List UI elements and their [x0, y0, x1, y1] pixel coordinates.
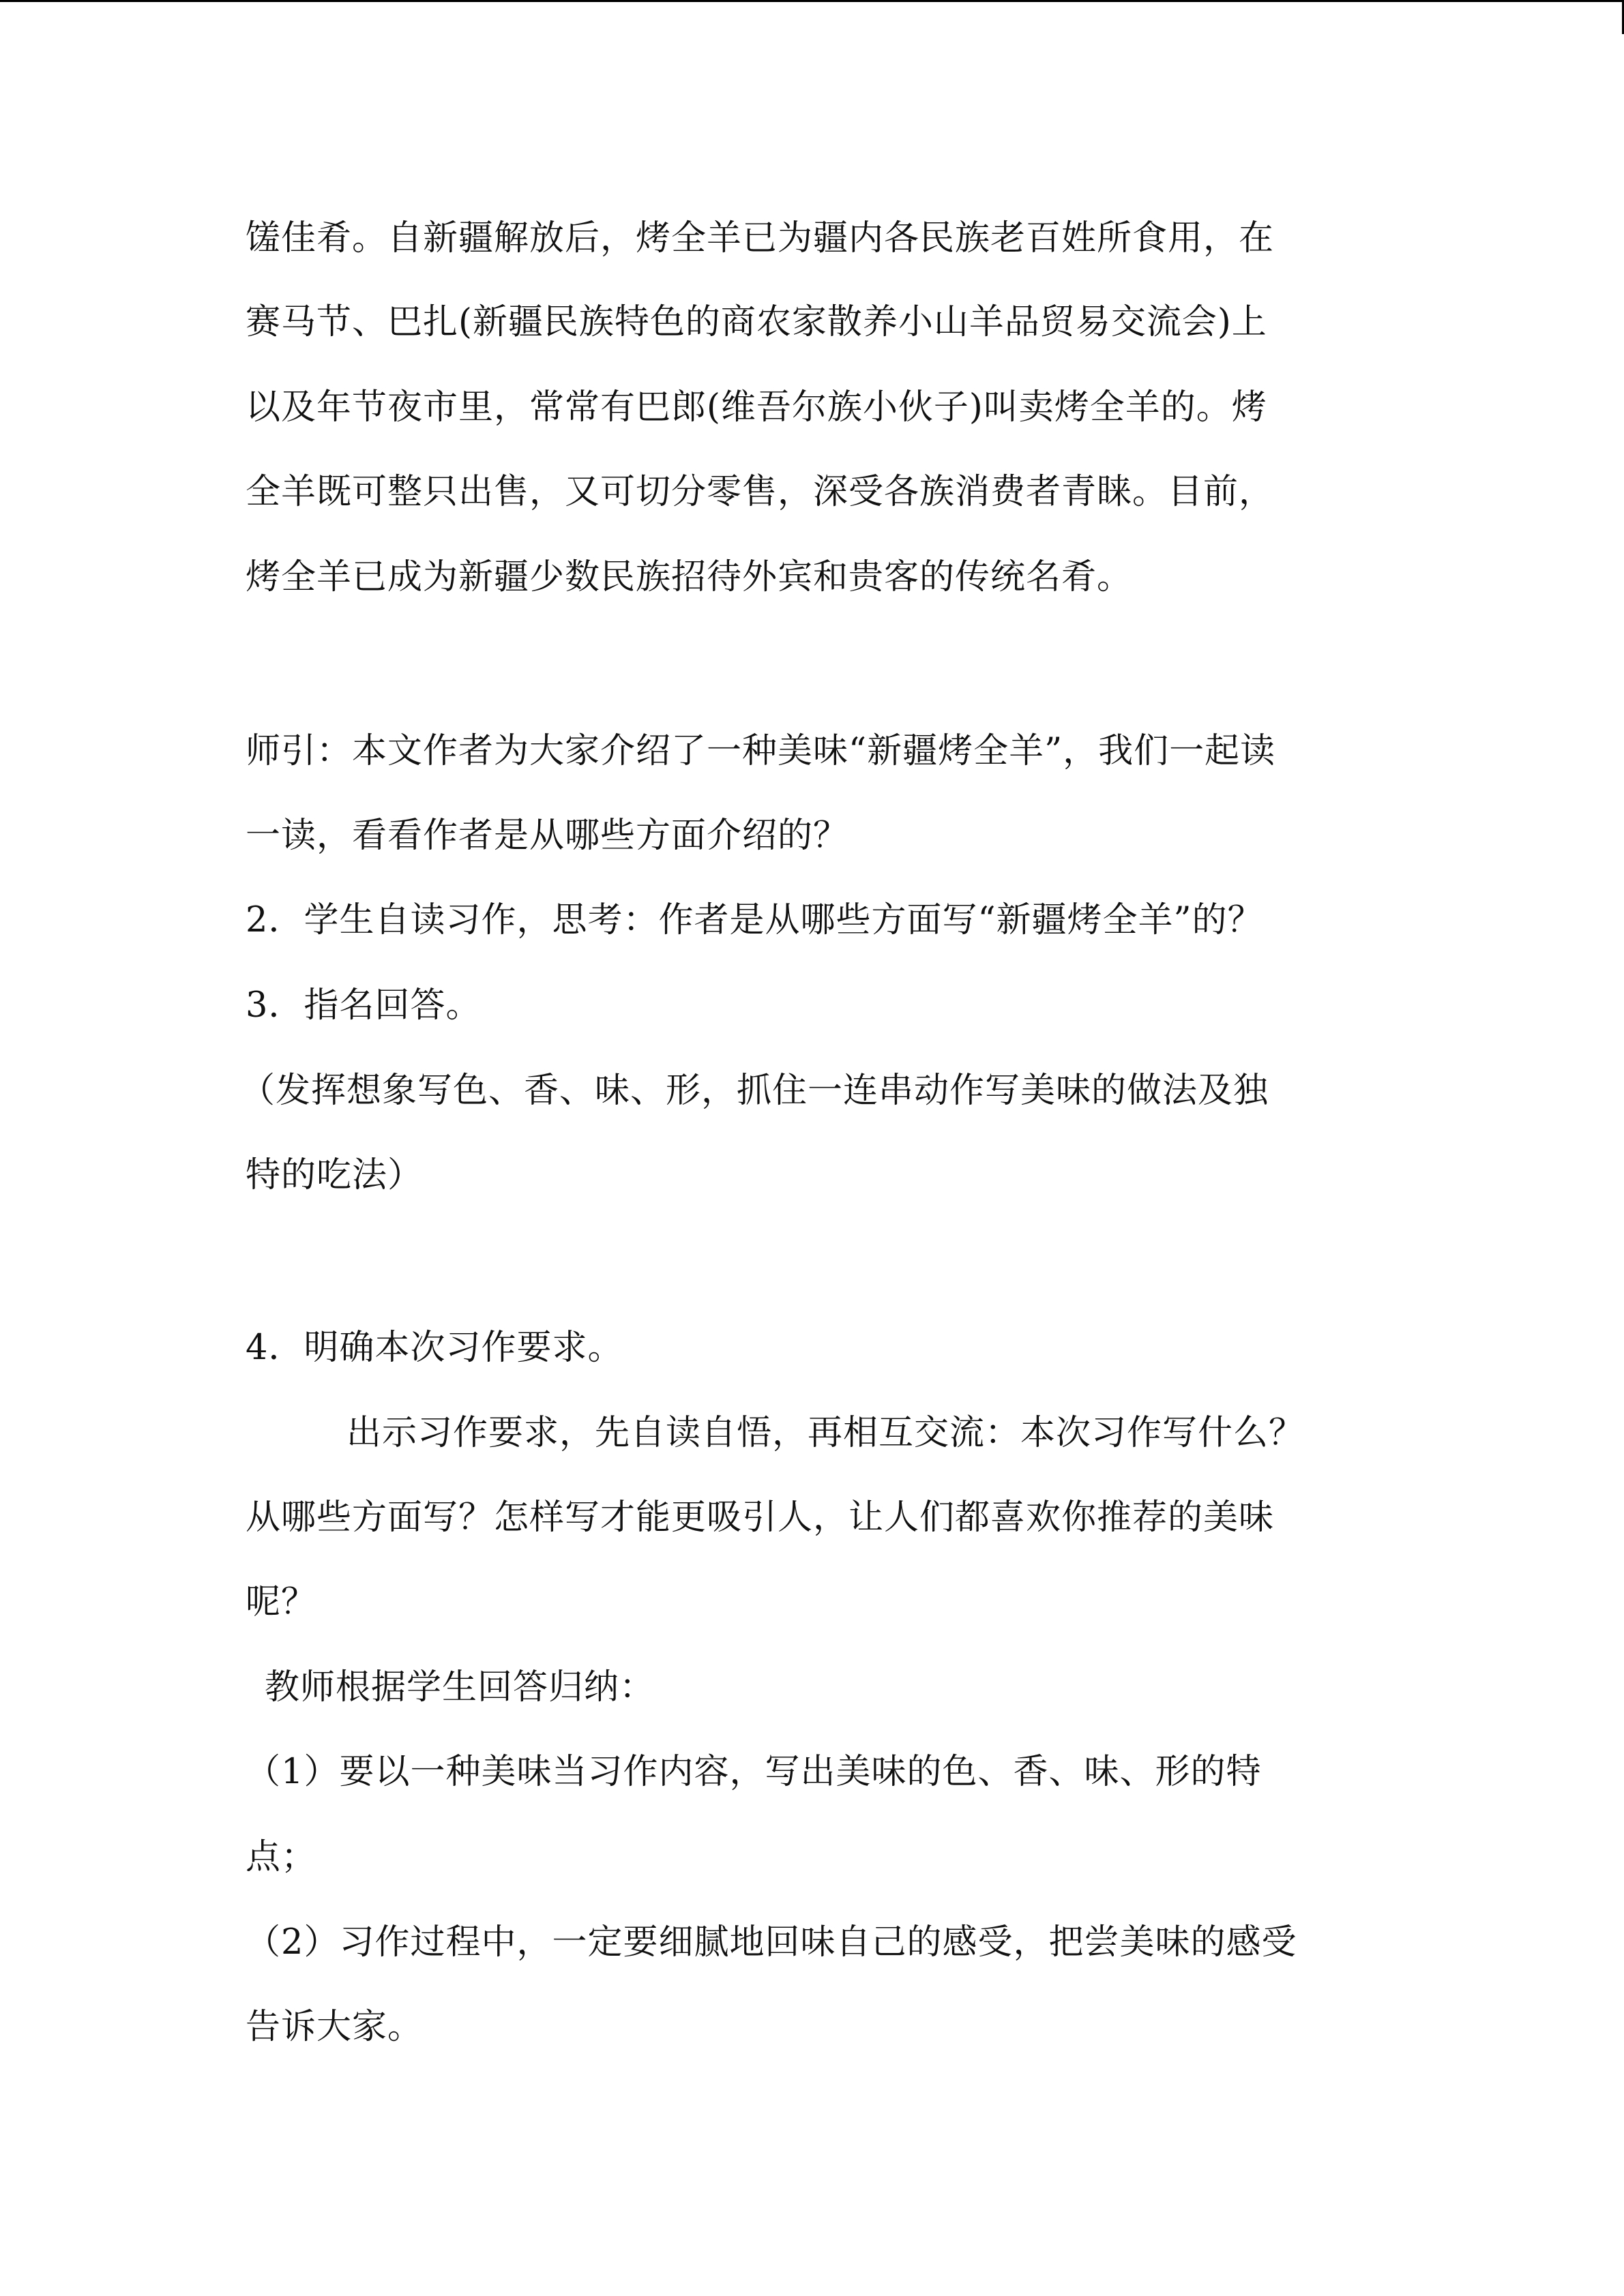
text-line: 特的吃法）	[246, 1155, 424, 1195]
text-line: （1）要以一种美味当习作内容，写出美味的色、香、味、形的特	[246, 1752, 1262, 1792]
text-line: （2）习作过程中，一定要细腻地回味自己的感受，把尝美味的感受	[246, 1922, 1297, 1963]
text-line: 3．指名回答。	[246, 985, 482, 1026]
text-line: 告诉大家。	[246, 2007, 424, 2047]
text-line: 以及年节夜市里，常常有巴郎(维吾尔族小伙子)叫卖烤全羊的。烤	[246, 387, 1267, 428]
text-line: 教师根据学生回答归纳：	[265, 1667, 655, 1708]
text-line: 2．学生自读习作，思考：作者是从哪些方面写“新疆烤全羊”的？	[246, 900, 1263, 940]
text-line: 全羊既可整只出售，又可切分零售，深受各族消费者青睐。目前，	[246, 472, 1275, 512]
text-line: 4．明确本次习作要求。	[246, 1328, 623, 1368]
text-line: 出示习作要求，先自读自悟，再相互交流：本次习作写什么？	[346, 1413, 1305, 1453]
text-line: 师引：本文作者为大家介绍了一种美味“新疆烤全羊”，我们一起读	[246, 731, 1276, 771]
text-line: （发挥想象写色、香、味、形，抓住一连串动作写美味的做法及独	[240, 1071, 1269, 1111]
text-line: 从哪些方面写？怎样写才能更吸引人，让人们都喜欢你推荐的美味	[246, 1497, 1275, 1538]
text-line: 馐佳肴。自新疆解放后，烤全羊已为疆内各民族老百姓所食用，在	[246, 218, 1275, 258]
text-line: 烤全羊已成为新疆少数民族招待外宾和贵客的传统名肴。	[246, 557, 1133, 597]
text-line: 一读，看看作者是从哪些方面介绍的？	[246, 816, 849, 856]
text-line: 呢？	[246, 1582, 317, 1622]
text-line: 点；	[246, 1837, 317, 1877]
text-line: 赛马节、巴扎(新疆民族特色的商农家散养小山羊品贸易交流会)上	[246, 302, 1267, 342]
